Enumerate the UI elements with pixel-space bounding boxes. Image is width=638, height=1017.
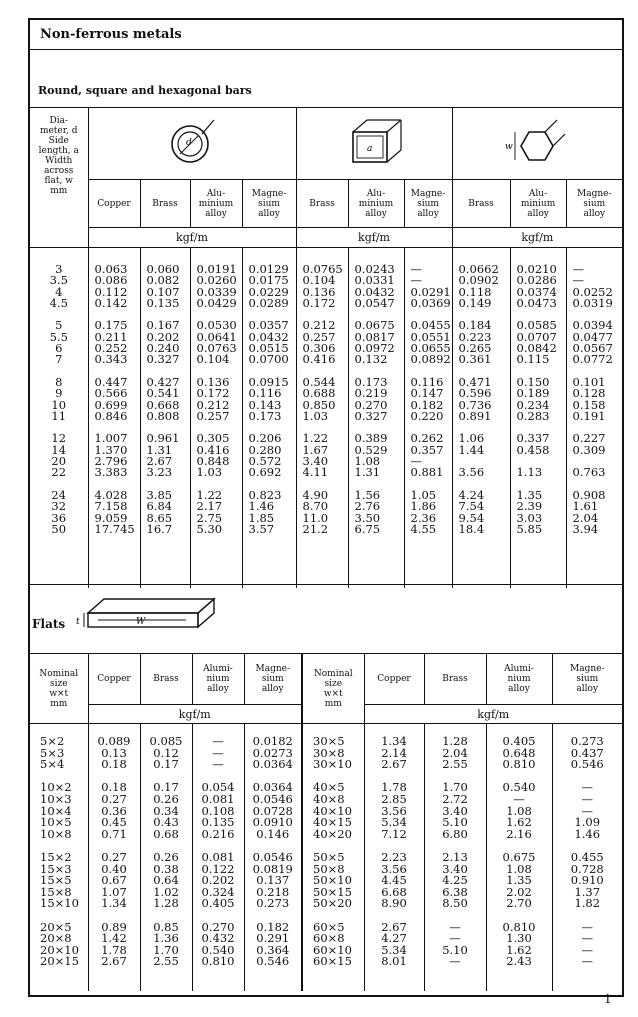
section-title: Round, square and hexagonal bars — [38, 84, 252, 97]
page-title: Non-ferrous metals — [40, 27, 182, 42]
flats-label: Flats — [32, 617, 66, 631]
flat-header-copper-left: Copper — [88, 654, 140, 705]
unit-hex: kgf/m — [452, 228, 622, 248]
side-letter: a — [367, 144, 373, 155]
header-brass-round: Brass — [140, 180, 190, 228]
hex-bar-icon — [497, 114, 577, 170]
column-brass-hex: 0.0662 0.0902 0.118 0.149 0.184 0.223 0.265 0.361 0.471 0.596 0.736 0.891 1.06 1.44 3.56 4.24 7.54 9.54 18.4 — [452, 248, 510, 589]
flat-magnesium-left: 0.0182 0.0273 0.0364 0.0364 0.0546 0.0728 0.0910 0.146 0.0546 0.0819 0.137 0.218 0.273 0.182 0.291 0.364 0.546 — [244, 724, 302, 992]
page-mark: 1 — [604, 992, 612, 1006]
flat-aluminium-right: 0.405 0.648 0.810 0.540 — 1.08 1.62 2.16 0.675 1.08 1.35 2.02 2.70 0.810 1.30 1.62 2.43 — [486, 724, 552, 992]
title-bar — [30, 20, 622, 50]
flat-brass-right: 1.28 2.04 2.55 1.70 2.72 3.40 5.10 6.80 2.13 3.40 4.25 6.38 8.50 — — 5.10 — — [424, 724, 486, 992]
bars-table — [30, 108, 622, 588]
flat-header-brass-left: Brass — [140, 654, 192, 705]
header-copper-round: Copper — [88, 180, 140, 228]
hex-bar-section — [452, 108, 622, 180]
flat-header-magnesium-right: Magne- sium alloy — [569, 664, 605, 694]
header-magnesium-hex: Magne- sium alloy — [577, 188, 612, 219]
flat-header-magnesium-left: Magne- sium alloy — [244, 654, 302, 705]
unit-round: kgf/m — [88, 228, 296, 248]
header-aluminium-square: Alu- minium alloy — [348, 180, 404, 228]
flat-header-aluminium-left: Alumi- nium alloy — [192, 654, 244, 705]
diameter-letter: d — [186, 138, 192, 149]
header-aluminium-hex: Alu- minium alloy — [510, 180, 566, 228]
flat-brass-left: 0.085 0.12 0.17 0.17 0.26 0.34 0.43 0.68 0.26 0.38 0.64 1.02 1.28 0.85 1.36 1.70 2.55 — [140, 724, 192, 992]
width-letter: w — [505, 142, 513, 153]
column-magnesium-round: 0.0129 0.0175 0.0229 0.0289 0.0357 0.0432 0.0515 0.0700 0.0915 0.116 0.143 0.173 0.206 0.280 0.572 0.692 0.823 1.46 1.85 3.57 — [242, 248, 296, 589]
flat-sizes-right: 30×5 30×8 30×10 40×5 40×8 40×10 40×15 40×20 50×5 50×8 50×10 50×15 50×20 60×5 60×8 60×10 60×15 — [302, 724, 364, 992]
square-bar-section — [296, 108, 452, 180]
column-magnesium-square: — — 0.0291 0.0369 0.0455 0.0551 0.0655 0.0892 0.116 0.147 0.182 0.220 0.262 0.357 — 0.881 1.05 1.86 2.36 4.55 — [404, 248, 452, 589]
dimension-header: Dia- meter, d Side length, a Width across flat, w mm — [30, 108, 88, 248]
unit-square: kgf/m — [296, 228, 452, 248]
flat-magnesium-right: 0.273 0.437 0.546 — — — 1.09 1.46 0.455 0.728 0.910 1.37 1.82 — — — — — [570, 734, 604, 969]
flat-header-brass-right: Brass — [424, 654, 486, 705]
header-brass-hex: Brass — [452, 180, 510, 228]
flats-section-header — [30, 584, 622, 654]
flat-unit-right: kgf/m — [364, 705, 622, 724]
flat-sizes-left: 5×2 5×3 5×4 10×2 10×3 10×4 10×5 10×8 15×2 15×3 15×5 15×8 15×10 20×5 20×8 20×10 20×15 — [30, 724, 88, 992]
header-magnesium-round: Magne- sium alloy — [242, 180, 296, 228]
header-aluminium-round: Alu- minium alloy — [190, 180, 242, 228]
thickness-letter: t — [76, 617, 80, 627]
header-magnesium-square: Magne- sium alloy — [404, 180, 452, 228]
column-aluminium-square: 0.0243 0.0331 0.0432 0.0547 0.0675 0.0817 0.0972 0.132 0.173 0.219 0.270 0.327 0.389 0.529 1.08 1.31 1.56 2.76 3.50 6.75 — [348, 248, 404, 589]
flat-header-copper-right: Copper — [364, 654, 424, 705]
square-bar-icon — [339, 114, 409, 170]
header-brass-square: Brass — [296, 180, 348, 228]
size-header-right: Nominal size w×t mm — [302, 654, 364, 724]
flat-unit-left: kgf/m — [88, 705, 302, 724]
flat-header-aluminium-right: Alumi- nium alloy — [486, 654, 552, 705]
column-brass-square: 0.0765 0.104 0.136 0.172 0.212 0.257 0.306 0.416 0.544 0.688 0.850 1.03 1.22 1.67 3.40 4.11 4.90 8.70 11.0 21.2 — [296, 248, 348, 589]
data-sheet — [28, 18, 624, 997]
column-aluminium-round: 0.0191 0.0260 0.0339 0.0429 0.0530 0.0641 0.0763 0.104 0.136 0.172 0.212 0.257 0.305 0.416 0.848 1.03 1.22 2.17 2.75 5.30 — [190, 248, 242, 589]
column-aluminium-hex: 0.0210 0.0286 0.0374 0.0473 0.0585 0.0707 0.0842 0.115 0.150 0.189 0.234 0.283 0.337 0.458 1.13 1.35 2.39 3.03 5.85 — [510, 248, 566, 589]
column-brass-round: 0.060 0.082 0.107 0.135 0.167 0.202 0.240 0.327 0.427 0.541 0.668 0.808 0.961 1.31 2.67 3.23 3.85 6.84 8.65 16.7 — [140, 248, 190, 589]
round-bar-section — [88, 108, 296, 180]
flat-aluminium-left: — — — 0.054 0.081 0.108 0.135 0.216 0.081 0.122 0.202 0.324 0.405 0.270 0.432 0.540 0.810 — [192, 724, 244, 992]
flat-copper-left: 0.089 0.13 0.18 0.18 0.27 0.36 0.45 0.71 0.27 0.40 0.67 1.07 1.34 0.89 1.42 1.78 2.67 — [88, 724, 140, 992]
round-bar-icon — [162, 114, 222, 170]
column-magnesium-hex: — — 0.0252 0.0319 0.0394 0.0477 0.0567 0.0772 0.101 0.128 0.158 0.191 0.227 0.309 0.763 0.908 1.61 2.04 3.94 — [572, 262, 613, 536]
flat-copper-right: 1.34 2.14 2.67 1.78 2.85 3.56 5.34 7.12 2.23 3.56 4.45 6.68 8.90 2.67 4.27 5.34 8.01 — [364, 724, 424, 992]
column-copper-round: 0.063 0.086 0.112 0.142 0.175 0.211 0.252 0.343 0.447 0.566 0.699 0.846 1.007 1.370 2.796 3.383 4.028 7.158 9.059 17.745 — [88, 248, 140, 589]
column-dimension: 3 3.5 4 4.5 5 5.5 6 7 8 9 10 11 12 14 20 22 24 32 36 50 — [30, 248, 88, 589]
flats-table — [30, 654, 622, 991]
flat-bar-icon — [76, 591, 226, 647]
size-header-left: Nominal size w×t mm — [30, 654, 88, 724]
section-header-bars — [30, 50, 622, 108]
width-letter-flat: W — [136, 617, 146, 627]
